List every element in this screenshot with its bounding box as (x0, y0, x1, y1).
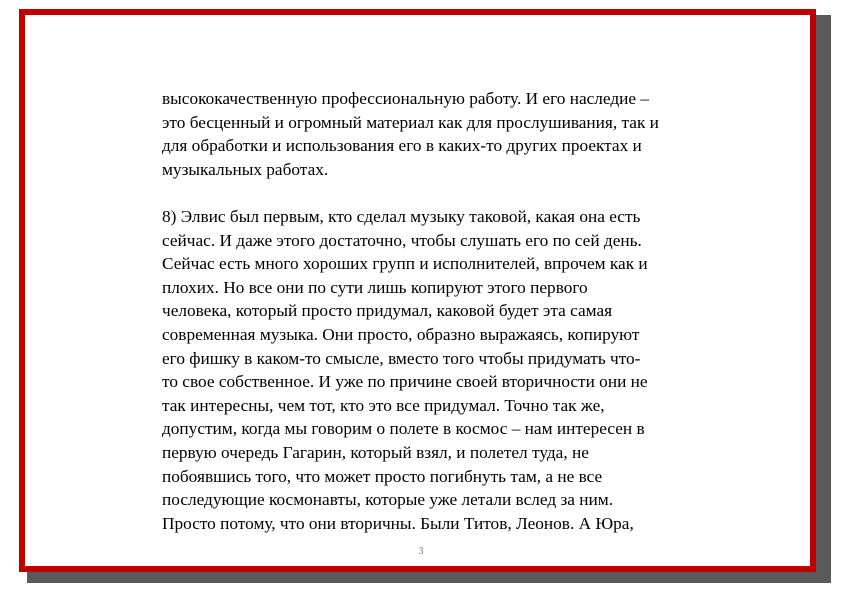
text-line: высококачественную профессиональную работу. И его наследие – (162, 89, 650, 108)
paragraph-gap (162, 181, 742, 205)
text-line: 8) Элвис был первым, кто сделал музыку таковой, какая она есть (162, 206, 641, 226)
page-number: 3 (418, 546, 424, 557)
text-line: так интересны, чем тот, кто это все придумал. Точно так же, (162, 395, 605, 415)
text-line: для обработки и использования его в каких-то других проектах и (162, 136, 642, 156)
text-line: человека, который просто придумал, каковой будет эта самая (162, 301, 613, 321)
text-line: современная музыка. Они просто, образно выражаясь, копируют (162, 324, 640, 344)
text-line: первую очередь Гагарин, который взял, и полетел туда, не (162, 442, 589, 462)
paragraph-1 (162, 87, 742, 181)
text-line: это бесценный и огромный материал как для прослушивания, так и (162, 112, 659, 132)
text-line: побоявшись того, что может просто погибнуть там, а не все (162, 466, 603, 486)
text-line: допустим, когда мы говорим о полете в космос – нам интересен в (162, 419, 645, 439)
page-body (162, 87, 742, 535)
paragraph-2 (162, 205, 742, 535)
text-line: плохих. Но все они по сути лишь копируют этого первого (162, 277, 588, 297)
text-line: сейчас. И даже этого достаточно, чтобы слушать его по сей день. (162, 230, 642, 250)
text-line: то свое собственное. И уже по причине своей вторичности они не (162, 372, 648, 392)
text-line: Просто потому, что они вторичны. Были Титов, Леонов. А Юра, (162, 513, 634, 533)
text-line: последующие космонавты, которые уже летали вслед за ним. (162, 490, 614, 510)
text-line: Сейчас есть много хороших групп и исполнителей, впрочем как и (162, 254, 648, 274)
text-line: музыкальных работах. (162, 159, 329, 179)
text-line: его фишку в каком-то смысле, вместо того чтобы придумать что- (162, 348, 641, 368)
